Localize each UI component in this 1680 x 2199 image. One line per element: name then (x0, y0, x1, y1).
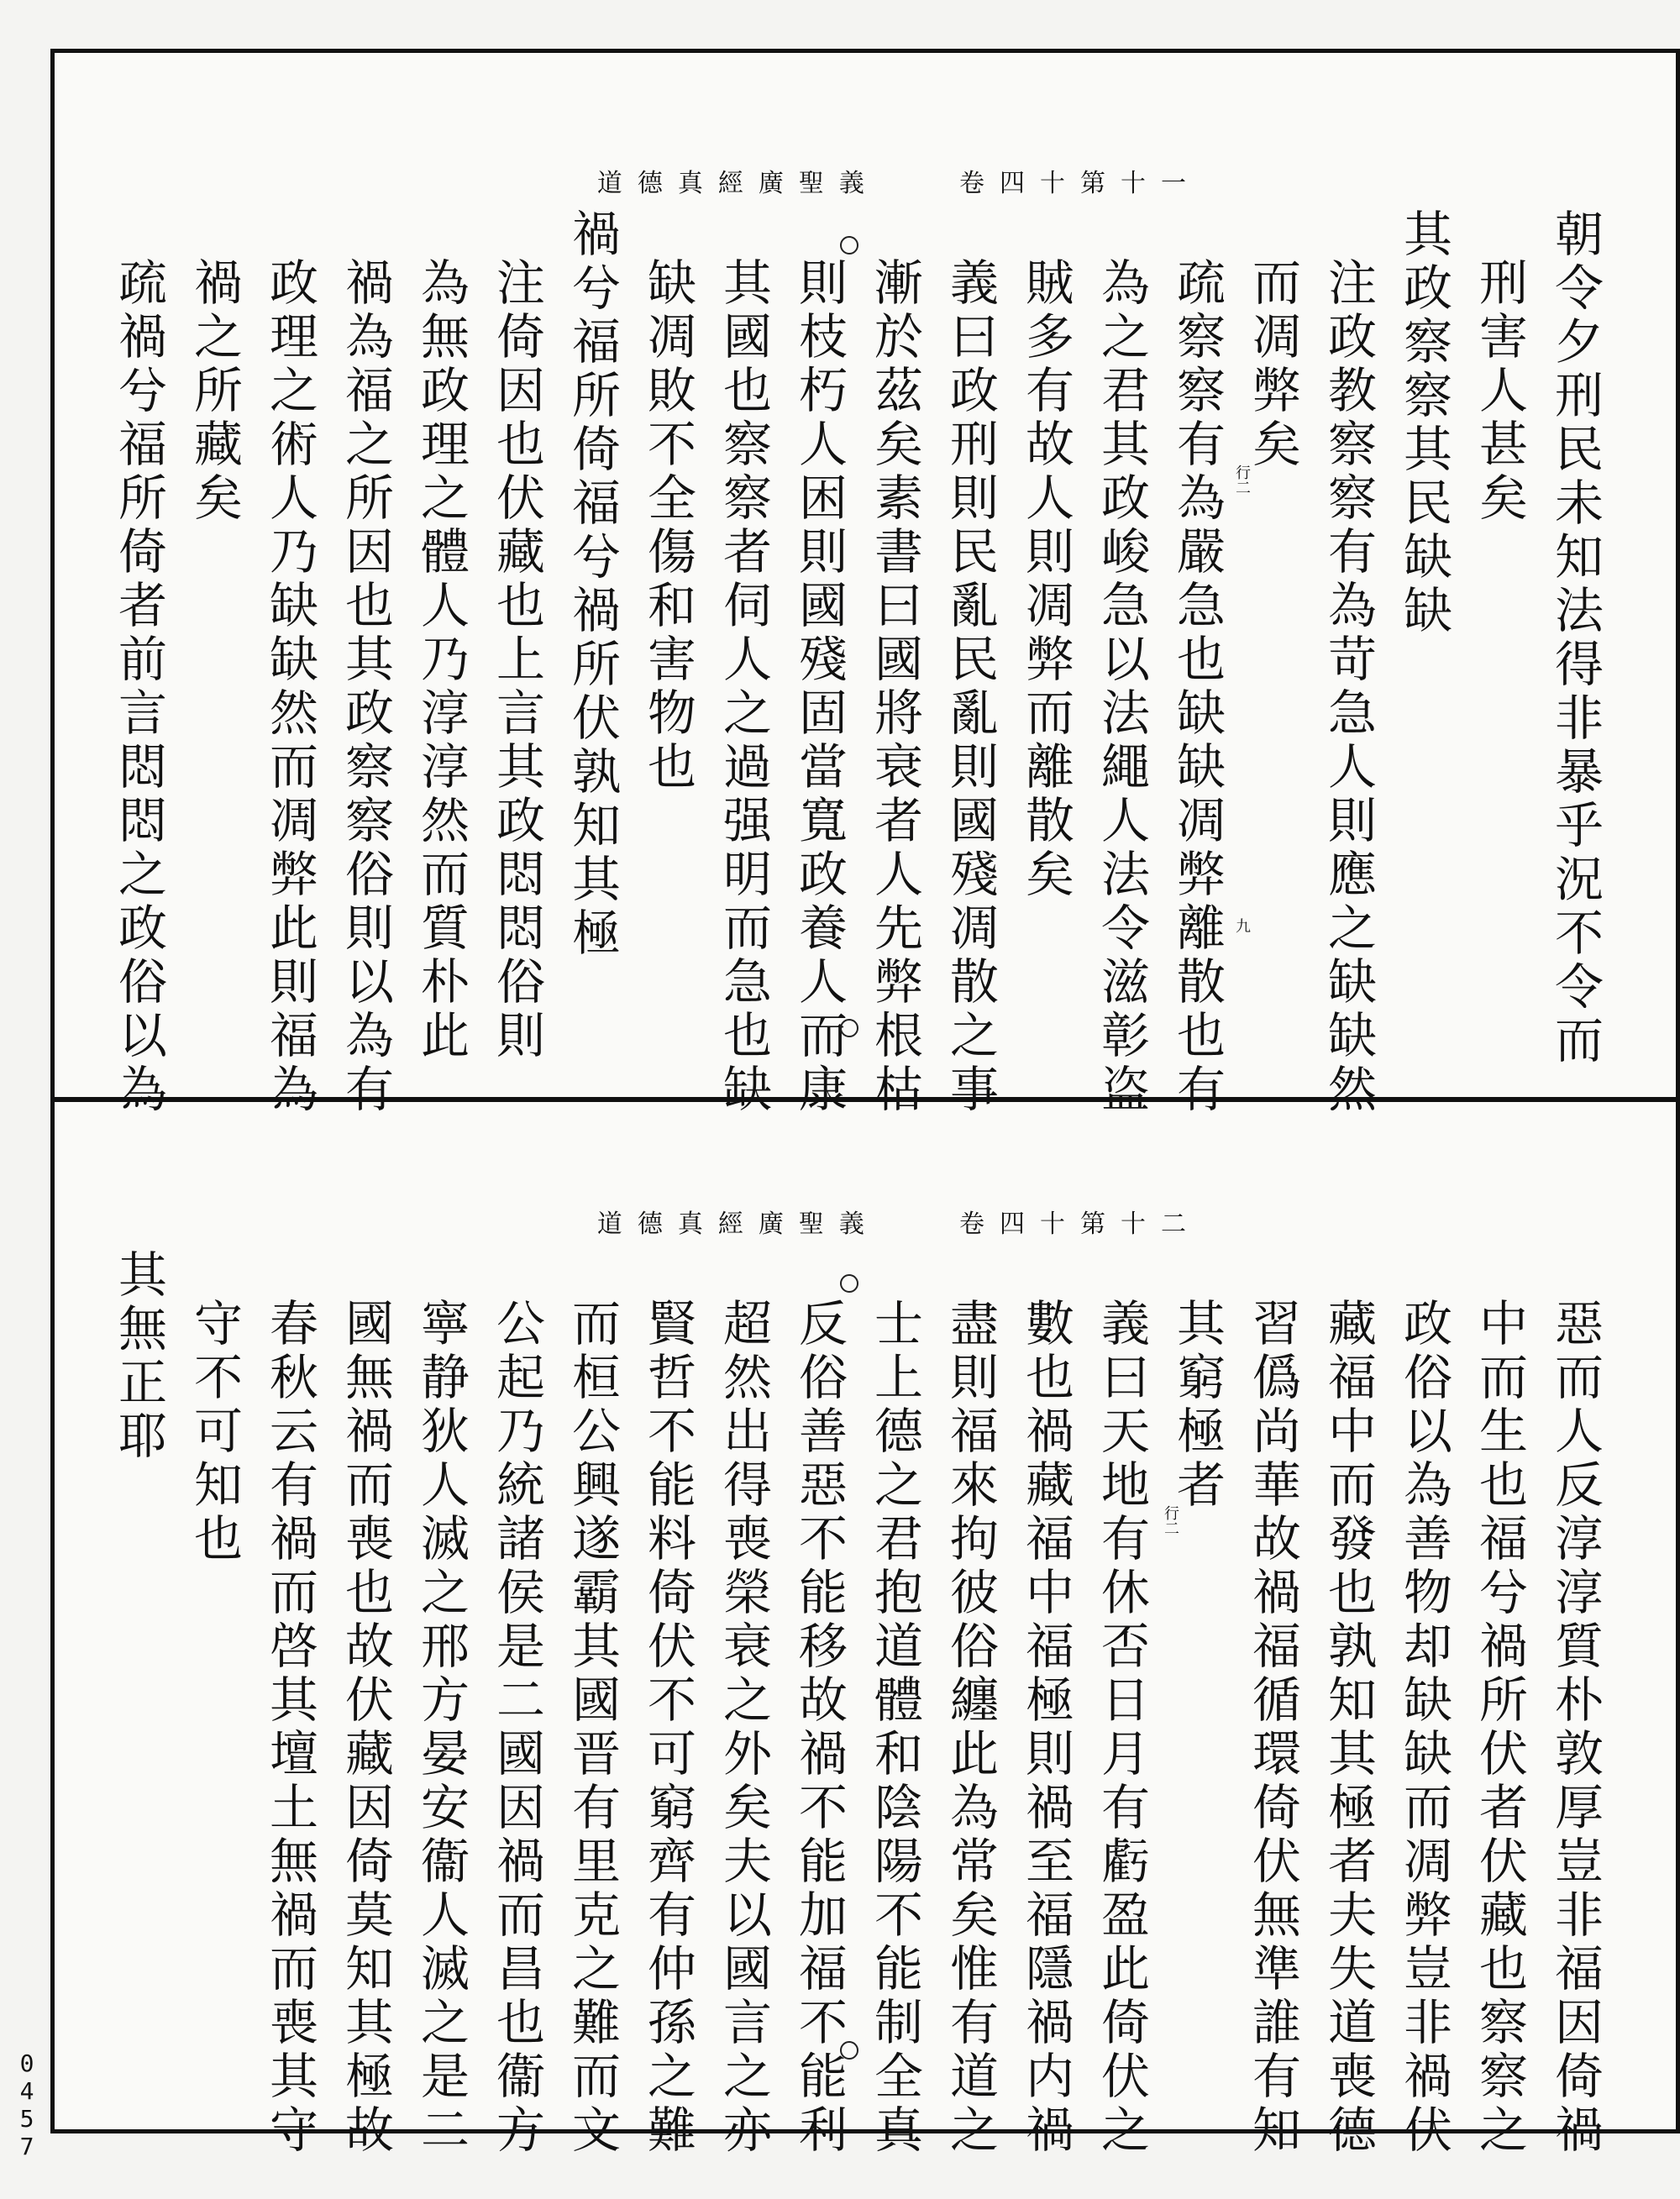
text-column: 國無禍而喪也故伏藏因倚莫知其極故 (337, 1298, 394, 2158)
bottom-header (597, 1203, 1201, 1240)
text-column: 惡而人反淳淳質朴敦厚豈非福因倚禍 (1546, 1298, 1604, 2158)
bottom-header-title: 道德真經廣聖義 (596, 1210, 879, 1239)
text-column: 其無正耶 (110, 1249, 167, 1464)
circle-mark-icon (840, 2041, 858, 2060)
text-column: 義曰政刑則民亂民亂則國殘凋散之事 (942, 257, 999, 1117)
text-column: 政俗以為善物却缺缺而凋弊豈非禍伏 (1395, 1298, 1452, 2158)
text-column: 中而生也福兮禍所伏者伏藏也察察之 (1471, 1298, 1528, 2158)
text-column: 而桓公興遂霸其國晋有里克之難而文 (564, 1298, 621, 2158)
page-number-digit: 0 (19, 2049, 34, 2077)
text-column: 超然出得喪榮衰之外矣夫以國言之亦 (715, 1298, 772, 2158)
page-number-digit: 7 (19, 2133, 34, 2160)
text-column: 士上德之君抱道體和陰陽不能制全真 (866, 1298, 923, 2158)
text-column: 則枝朽人困則國殘固當寬政養人而康 (790, 257, 848, 1117)
top-header (597, 162, 1201, 199)
bottom-half (50, 1102, 1680, 2158)
page-number-digit: 5 (19, 2105, 34, 2133)
circle-mark-icon (840, 1274, 858, 1293)
margin-note: 行二 (1162, 1505, 1179, 1535)
text-column: 為之君其政峻急以法繩人法令滋彰盗 (1093, 257, 1150, 1117)
bottom-text-columns (101, 1249, 1613, 2158)
text-column: 寧静狄人滅之邢方晏安衞人滅之是二 (412, 1298, 470, 2158)
margin-note: 行二 (1233, 464, 1251, 495)
text-column: 刑害人甚矣 (1471, 257, 1528, 526)
text-column: 注倚因也伏藏也上言其政悶悶俗則 (488, 257, 545, 1063)
text-column: 為無政理之體人乃淳淳然而質朴此 (412, 257, 470, 1063)
text-column: 公起乃統諸侯是二國因禍而昌也衞方 (488, 1298, 545, 2158)
page-number (18, 2049, 35, 2160)
top-header-volume: 卷四十第十一 (959, 169, 1201, 198)
text-column: 義曰天地有休否日月有虧盈此倚伏之 (1093, 1298, 1150, 2158)
circle-mark-icon (840, 1019, 858, 1037)
bottom-header-volume: 卷四十第十二 (959, 1210, 1201, 1239)
text-column: 政理之術人乃缺缺然而凋弊此則福為 (261, 257, 318, 1117)
text-column: 盡則福來拘彼俗纏此為常矣惟有道之 (942, 1298, 999, 2158)
margin-note: 九 (1233, 918, 1251, 933)
text-column: 其窮極者 (1168, 1298, 1226, 1513)
text-column: 數也禍藏福中福極則禍至福隱禍内禍 (1017, 1298, 1074, 2158)
circle-mark-icon (840, 236, 858, 255)
text-column: 守不可知也 (186, 1298, 243, 1567)
text-column: 注政教察察有為苛急人則應之缺缺然 (1320, 257, 1377, 1117)
text-column: 禍為福之所因也其政察察俗則以為有 (337, 257, 394, 1117)
text-column: 春秋云有禍而啓其壇土無禍而喪其守 (261, 1298, 318, 2158)
page-number-digit: 4 (19, 2077, 34, 2105)
text-column: 賊多有故人則凋弊而離散矣 (1017, 257, 1074, 902)
text-column: 漸於茲矣素書曰國將衰者人先弊根枯 (866, 257, 923, 1117)
text-column: 缺凋敗不全傷和害物也 (639, 257, 696, 795)
text-column: 其政察察其民缺缺 (1395, 208, 1452, 638)
text-column: 反俗善惡不能移故禍不能加福不能利 (790, 1298, 848, 2158)
text-column: 疏察察有為嚴急也缺缺凋弊離散也有 (1168, 257, 1226, 1117)
text-column: 疏禍兮福所倚者前言悶悶之政俗以為 (110, 257, 167, 1117)
text-column: 禍兮福所倚福兮禍所伏孰知其極 (564, 208, 621, 961)
text-column: 賢哲不能料倚伏不可窮齊有仲孫之難 (639, 1298, 696, 2158)
text-column: 其國也察察者伺人之過强明而急也缺 (715, 257, 772, 1117)
text-column: 朝令夕刑民未知法得非暴乎況不令而 (1546, 208, 1604, 1068)
text-column: 禍之所藏矣 (186, 257, 243, 526)
text-column: 而凋弊矣 (1244, 257, 1301, 472)
top-text-columns (101, 208, 1613, 1117)
top-half (50, 53, 1680, 1117)
text-column: 習僞尚華故禍福循環倚伏無準誰有知 (1244, 1298, 1301, 2158)
text-column: 藏福中而發也孰知其極者夫失道喪德 (1320, 1298, 1377, 2158)
top-header-title: 道德真經廣聖義 (596, 169, 879, 198)
